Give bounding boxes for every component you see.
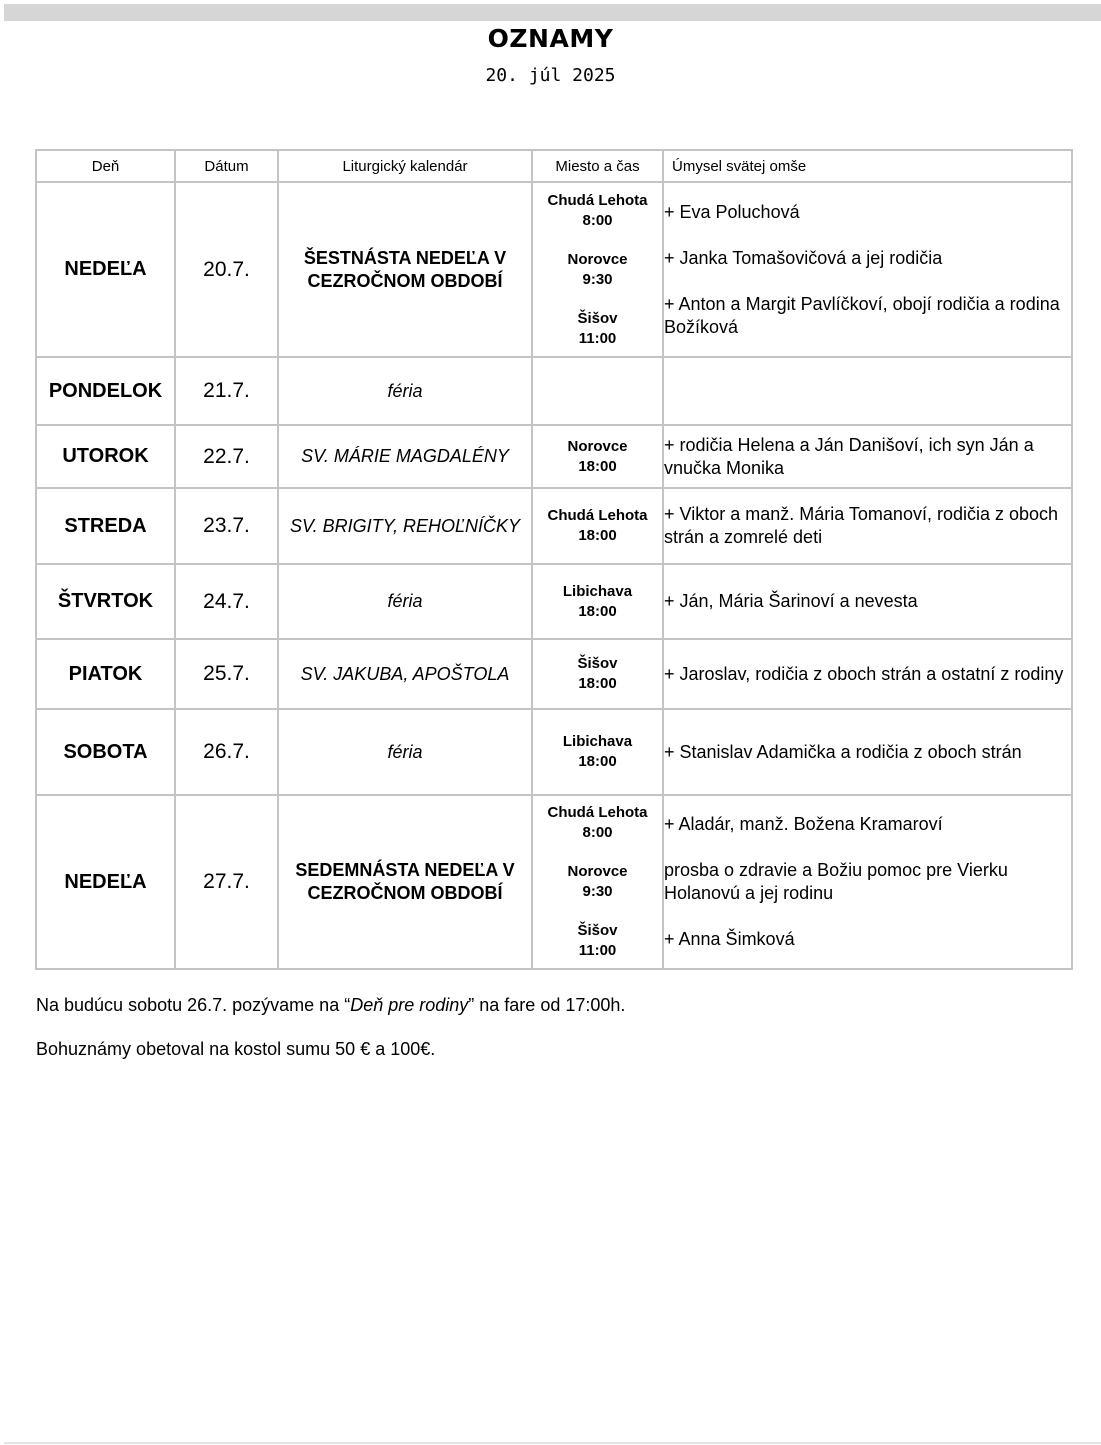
day-cell: NEDEĽA bbox=[36, 795, 175, 969]
liturgy-cell: ŠESTNÁSTA NEDEĽA V CEZROČNOM OBDOBÍ bbox=[278, 182, 532, 357]
table-row bbox=[36, 182, 1072, 357]
intention: + Viktor a manž. Mária Tomanoví, rodičia z oboch strán a zomrelé deti bbox=[664, 504, 1059, 547]
header-liturgy: Liturgický kalendár bbox=[278, 150, 532, 182]
announcement-date: 20. júl 2025 bbox=[485, 65, 616, 86]
family-day-note bbox=[36, 995, 625, 1016]
bottom-divider bbox=[4, 1442, 1101, 1444]
date-cell: 20.7. bbox=[175, 182, 278, 357]
place-name: Šišov bbox=[577, 309, 618, 327]
event-name: Deň pre rodiny bbox=[350, 995, 469, 1015]
date-cell: 26.7. bbox=[175, 709, 278, 795]
liturgy-cell: SV. MÁRIE MAGDALÉNY bbox=[278, 425, 532, 488]
header-date: Dátum bbox=[175, 150, 278, 182]
place-cell bbox=[532, 709, 663, 795]
intention: prosba o zdravie a Božiu pomoc pre Vierku Holanovú a jej rodinu bbox=[664, 860, 1008, 903]
header-place: Miesto a čas bbox=[532, 150, 663, 182]
intention-cell bbox=[663, 709, 1072, 795]
intention-cell bbox=[663, 488, 1072, 564]
date-cell: 25.7. bbox=[175, 639, 278, 709]
intention: + Ján, Mária Šarinoví a nevesta bbox=[664, 591, 918, 611]
place-cell bbox=[532, 488, 663, 564]
day-cell: PONDELOK bbox=[36, 357, 175, 425]
intention: + Anna Šimková bbox=[664, 929, 795, 949]
mass-slot bbox=[533, 732, 662, 772]
mass-time: 18:00 bbox=[578, 753, 617, 770]
mass-slot bbox=[533, 582, 662, 622]
day-cell: ŠTVRTOK bbox=[36, 564, 175, 639]
day-cell: NEDEĽA bbox=[36, 182, 175, 357]
liturgy-cell: SV. JAKUBA, APOŠTOLA bbox=[278, 639, 532, 709]
liturgy-cell: SEDEMNÁSTA NEDEĽA V CEZROČNOM OBDOBÍ bbox=[278, 795, 532, 969]
place-name: Libichava bbox=[562, 733, 633, 750]
liturgy-cell: féria bbox=[278, 709, 532, 795]
table-row bbox=[36, 357, 1072, 425]
intention: + rodičia Helena a Ján Danišoví, ich syn Ján a vnučka Monika bbox=[664, 434, 1034, 478]
day-cell: STREDA bbox=[36, 488, 175, 564]
date-cell: 21.7. bbox=[175, 357, 278, 425]
place-cell bbox=[532, 357, 663, 425]
note-text: ” na fare od 17:00h. bbox=[468, 995, 626, 1015]
date-cell: 22.7. bbox=[175, 425, 278, 488]
table-row bbox=[36, 795, 1072, 969]
header-intention: Úmysel svätej omše bbox=[663, 150, 1072, 182]
intention: + Stanislav Adamička a rodičia z oboch strán bbox=[664, 741, 1022, 762]
mass-time: 18:00 bbox=[578, 527, 617, 544]
date-cell: 23.7. bbox=[175, 488, 278, 564]
date-cell: 27.7. bbox=[175, 795, 278, 969]
mass-slot bbox=[533, 506, 662, 546]
intention: + Janka Tomašovičová a jej rodičia bbox=[664, 247, 943, 268]
page-title: OZNAMY bbox=[487, 24, 614, 53]
table-row bbox=[36, 564, 1072, 639]
liturgy-cell: féria bbox=[278, 564, 532, 639]
intention: + Jaroslav, rodičia z oboch strán a ostatní z rodiny bbox=[664, 663, 1064, 684]
mass-time: 11:00 bbox=[578, 329, 617, 347]
note-text: Na budúcu sobotu 26.7. pozývame na “ bbox=[36, 995, 351, 1015]
place-name: Norovce bbox=[567, 250, 628, 268]
liturgy-cell: SV. BRIGITY, REHOĽNÍČKY bbox=[278, 488, 532, 564]
place-name: Chudá Lehota bbox=[547, 191, 648, 209]
day-cell: SOBOTA bbox=[36, 709, 175, 795]
place-name: Chudá Lehota bbox=[547, 804, 648, 821]
place-cell bbox=[532, 639, 663, 709]
place-cell bbox=[532, 425, 663, 488]
mass-time: 11:00 bbox=[578, 942, 617, 959]
table-header-row bbox=[36, 150, 1072, 182]
place-name: Šišov bbox=[577, 655, 618, 672]
place-name: Libichava bbox=[562, 582, 633, 600]
intention: + Anton a Margit Pavlíčkoví, obojí rodičia a rodina Božíková bbox=[664, 293, 1060, 337]
top-bar bbox=[4, 4, 1101, 21]
mass-slot bbox=[533, 437, 662, 477]
intention: + Aladár, manž. Božena Kramaroví bbox=[664, 814, 943, 834]
intention: + Eva Poluchová bbox=[664, 201, 800, 222]
liturgy-cell: féria bbox=[278, 357, 532, 425]
intention-cell bbox=[663, 795, 1072, 969]
place-name: Norovce bbox=[567, 437, 628, 455]
mass-slot bbox=[533, 803, 662, 843]
donation-note: Bohuznámy obetoval na kostol sumu 50 € a 100€. bbox=[36, 1039, 436, 1059]
table-row bbox=[36, 709, 1072, 795]
intention-cell bbox=[663, 425, 1072, 488]
place-cell bbox=[532, 182, 663, 357]
table-row bbox=[36, 639, 1072, 709]
intention-cell bbox=[663, 357, 1072, 425]
mass-schedule-table bbox=[35, 149, 1073, 970]
mass-time: 18:00 bbox=[578, 675, 617, 692]
mass-slot bbox=[533, 191, 662, 231]
intention-cell bbox=[663, 564, 1072, 639]
date-cell: 24.7. bbox=[175, 564, 278, 639]
mass-slot bbox=[533, 309, 662, 349]
intention-cell bbox=[663, 182, 1072, 357]
place-cell bbox=[532, 795, 663, 969]
intention-cell bbox=[663, 639, 1072, 709]
place-name: Chudá Lehota bbox=[547, 507, 648, 524]
mass-slot bbox=[533, 921, 662, 961]
mass-time: 18:00 bbox=[578, 602, 617, 620]
mass-time: 9:30 bbox=[582, 883, 613, 900]
mass-slot bbox=[533, 250, 662, 290]
mass-slot bbox=[533, 654, 662, 694]
mass-slot bbox=[533, 862, 662, 902]
header-day: Deň bbox=[36, 150, 175, 182]
mass-time: 18:00 bbox=[578, 457, 617, 475]
day-cell: PIATOK bbox=[36, 639, 175, 709]
mass-time: 8:00 bbox=[582, 211, 613, 229]
place-name: Norovce bbox=[567, 863, 628, 880]
place-cell bbox=[532, 564, 663, 639]
table-row bbox=[36, 425, 1072, 488]
mass-time: 9:30 bbox=[582, 270, 613, 288]
day-cell: UTOROK bbox=[36, 425, 175, 488]
place-name: Šišov bbox=[577, 922, 618, 939]
table-row bbox=[36, 488, 1072, 564]
mass-time: 8:00 bbox=[582, 824, 613, 841]
